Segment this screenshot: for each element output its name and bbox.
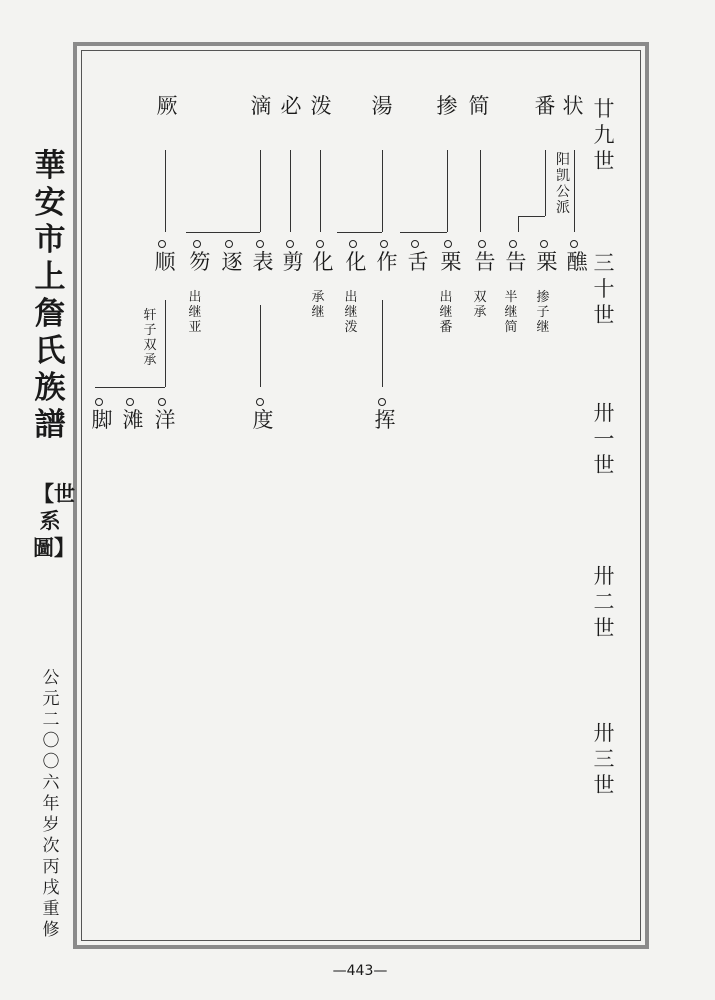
line [545,150,546,216]
person-zuo: 作 [376,250,398,274]
section-title: 【世系圖】 [33,481,75,560]
line [165,150,166,232]
person-li-1: 栗 [536,250,558,274]
line [186,232,260,233]
line [480,150,481,232]
person-li-2: 栗 [440,250,462,274]
generation-label-32: 卅二世 [593,564,615,640]
person-jian: 简 [468,94,490,118]
line [382,300,383,387]
person-gao-1: 告 [505,250,527,274]
node-circle [509,240,517,248]
person-zhuang: 状 [562,94,584,118]
node-circle [316,240,324,248]
person-hua-1: 化 [345,250,367,274]
line [320,150,321,232]
generation-label-33: 卅三世 [593,721,615,797]
node-circle [380,240,388,248]
note-half-to-jian: 半继简 [504,290,518,335]
node-circle [95,398,103,406]
line [382,150,383,232]
node-circle [378,398,386,406]
person-zhu: 逐 [221,250,243,274]
line [260,150,261,232]
line [165,300,166,387]
note-dual-heir: 双承 [473,290,487,320]
person-shun: 顺 [154,250,176,274]
line [260,305,261,387]
person-gao-2: 告 [474,250,496,274]
person-bi: 必 [280,94,302,118]
person-po: 泼 [310,94,332,118]
person-jue: 厥 [156,94,178,118]
node-circle [256,398,264,406]
line [447,150,448,232]
person-jiao: 醮 [566,250,588,274]
generation-label-29: 廿九世 [593,97,615,173]
note-to-fan: 出继番 [439,290,453,335]
line [574,150,575,232]
person-yang: 洋 [154,408,176,432]
line [95,387,165,388]
node-circle [570,240,578,248]
note-to-ya: 出继亚 [188,290,202,335]
person-tang: 湯 [371,94,393,118]
node-circle [225,240,233,248]
person-du: 度 [252,408,274,432]
node-circle [478,240,486,248]
note-xuan-dual: 轩子双承 [143,308,157,368]
person-chan: 掺 [436,94,458,118]
person-hu: 笏 [189,250,211,274]
node-circle [286,240,294,248]
person-jiao-2: 脚 [91,408,113,432]
edition-note: 公元二〇〇六年岁次丙戌重修 [42,668,60,940]
person-fan: 番 [534,94,556,118]
node-circle [126,398,134,406]
book-title: 華安市上詹氏族譜 [34,148,66,443]
node-circle [158,240,166,248]
person-biao: 表 [252,250,274,274]
person-jian-2: 剪 [282,250,304,274]
line [337,232,382,233]
node-circle [256,240,264,248]
line [400,232,447,233]
branch-note-yangkai: 阳凯公派 [556,152,570,216]
node-circle [540,240,548,248]
person-di: 滴 [250,94,272,118]
line [518,216,519,232]
line [290,150,291,232]
page-number: —443— [332,963,388,979]
note-inherit: 承继 [311,290,325,320]
generation-label-31: 卅一世 [593,401,615,477]
person-hui: 挥 [374,408,396,432]
note-adopted-from-chan: 掺子继 [536,290,550,335]
person-hua-2: 化 [312,250,334,274]
generation-label-30: 三十世 [593,251,615,327]
node-circle [158,398,166,406]
note-to-po: 出继泼 [344,290,358,335]
node-circle [349,240,357,248]
person-tan: 滩 [122,408,144,432]
person-she: 舌 [407,250,429,274]
node-circle [193,240,201,248]
line [518,216,545,217]
node-circle [444,240,452,248]
node-circle [411,240,419,248]
